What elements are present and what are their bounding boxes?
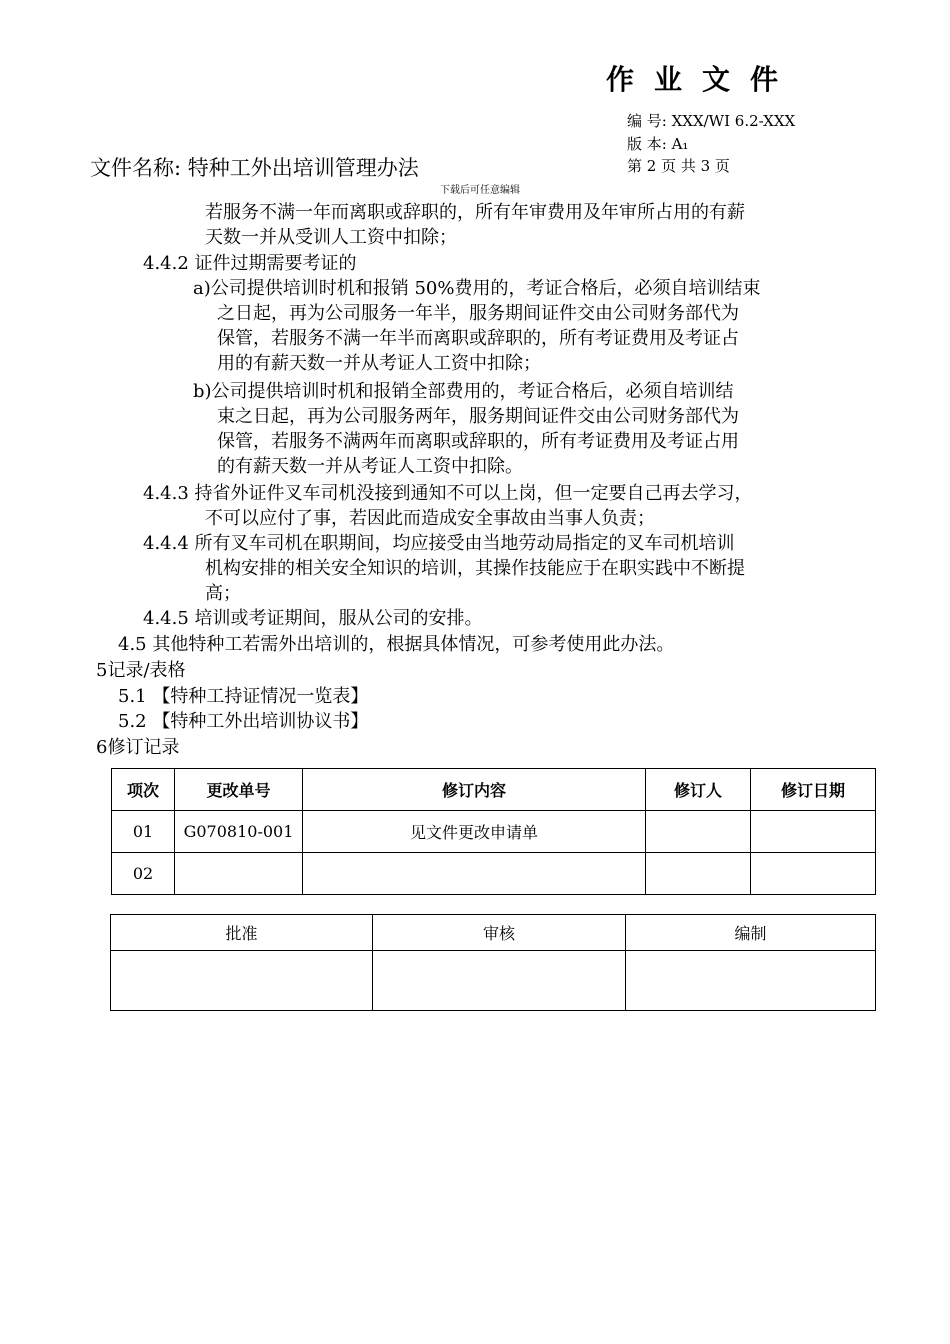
approval-table — [110, 914, 876, 1011]
body-line: 机构安排的相关安全知识的培训，其操作技能应于在职实践中不断提 — [205, 558, 745, 579]
file-name: 文件名称: 特种工外出培训管理办法 — [90, 156, 419, 180]
document-number: 编 号: XXX/WI 6.2-XXX — [627, 112, 796, 130]
item-b: b)公司提供培训时机和报销全部费用的，考证合格后，必须自培训结 — [193, 381, 734, 402]
body-line: 不可以应付了事，若因此而造成安全事故由当事人负责； — [205, 508, 655, 529]
cell-item-no: 01 — [112, 811, 175, 853]
body-line: 高； — [205, 583, 241, 604]
table-row — [112, 853, 876, 895]
cell-revision-date — [751, 853, 876, 895]
clause-4-4-4: 4.4.4 所有叉车司机在职期间，均应接受由当地劳动局指定的叉车司机培训 — [143, 533, 735, 554]
document-type-title: 作业文件 — [606, 63, 799, 96]
clause-4-5: 4.5 其他特种工若需外出培训的，根据具体情况，可参考使用此办法。 — [118, 634, 675, 655]
header-change-no: 更改单号 — [175, 769, 303, 811]
body-line: 束之日起，再为公司服务两年，服务期间证件交由公司财务部代为 — [217, 406, 739, 427]
prepare-signature-cell — [626, 951, 876, 1011]
table-row — [112, 811, 876, 853]
page-indicator: 第 2 页 共 3 页 — [627, 157, 730, 175]
download-note: 下载后可任意编辑 — [440, 185, 520, 196]
section-5-heading: 5记录/表格 — [96, 660, 186, 681]
cell-revision-date — [751, 811, 876, 853]
header-approve: 批准 — [111, 915, 373, 951]
header-prepare: 编制 — [626, 915, 876, 951]
clause-5-2: 5.2 【特种工外出培训协议书】 — [118, 711, 369, 732]
body-line: 若服务不满一年而离职或辞职的，所有年审费用及年审所占用的有薪 — [205, 202, 745, 223]
body-line: 保管，若服务不满两年而离职或辞职的，所有考证费用及考证占用 — [217, 431, 739, 452]
cell-change-no: G070810-001 — [175, 811, 303, 853]
cell-reviser — [646, 853, 751, 895]
approve-signature-cell — [111, 951, 373, 1011]
review-signature-cell — [373, 951, 626, 1011]
clause-4-4-3: 4.4.3 持省外证件叉车司机没接到通知不可以上岗，但一定要自己再去学习， — [143, 483, 753, 504]
header-review: 审核 — [373, 915, 626, 951]
cell-revision-content — [303, 853, 646, 895]
cell-reviser — [646, 811, 751, 853]
body-line: 之日起，再为公司服务一年半，服务期间证件交由公司财务部代为 — [217, 303, 739, 324]
item-a: a)公司提供培训时机和报销 50%费用的，考证合格后，必须自培训结束 — [193, 278, 761, 299]
clause-4-4-2: 4.4.2 证件过期需要考证的 — [143, 253, 357, 274]
revision-table — [111, 768, 876, 895]
body-line: 保管，若服务不满一年半而离职或辞职的，所有考证费用及考证占 — [217, 328, 739, 349]
header-revision-date: 修订日期 — [751, 769, 876, 811]
body-line: 的有薪天数一并从考证人工资中扣除。 — [217, 456, 523, 477]
cell-revision-content: 见文件更改申请单 — [303, 811, 646, 853]
body-line: 用的有薪天数一并从考证人工资中扣除； — [217, 353, 541, 374]
table-row — [111, 951, 876, 1011]
section-6-heading: 6修订记录 — [96, 737, 180, 758]
clause-5-1: 5.1 【特种工持证情况一览表】 — [118, 686, 369, 707]
header-reviser: 修订人 — [646, 769, 751, 811]
cell-change-no — [175, 853, 303, 895]
body-line: 天数一并从受训人工资中扣除； — [205, 227, 457, 248]
document-version: 版 本: A₁ — [627, 135, 689, 153]
clause-4-4-5: 4.4.5 培训或考证期间，服从公司的安排。 — [143, 608, 483, 629]
header-revision-content: 修订内容 — [303, 769, 646, 811]
cell-item-no: 02 — [112, 853, 175, 895]
header-item-no: 项次 — [112, 769, 175, 811]
